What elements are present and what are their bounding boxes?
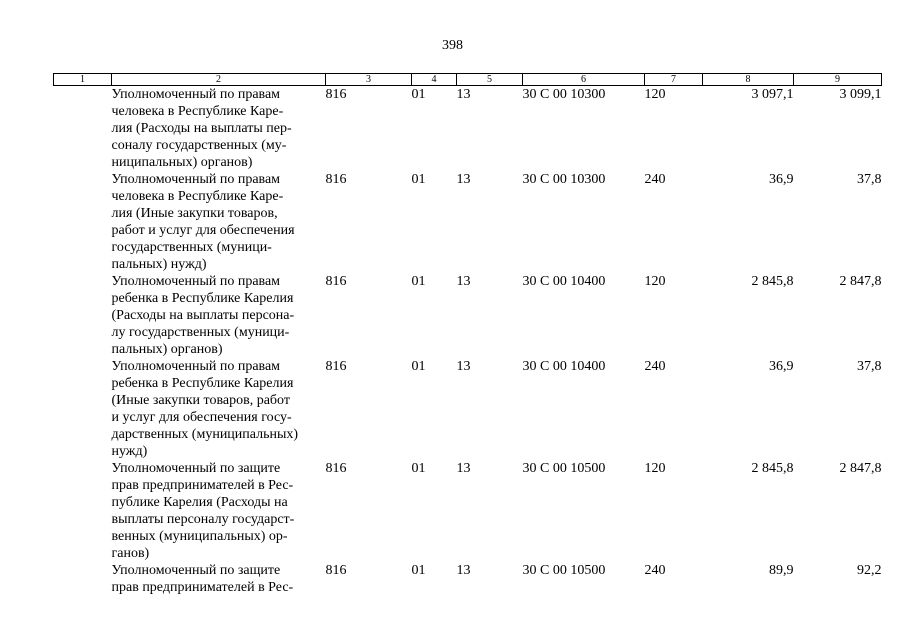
cell-target-article: 30 С 00 10500	[522, 563, 606, 578]
name-line: (Расходы на выплаты персона-	[111, 308, 295, 323]
table-row	[54, 358, 882, 460]
cell-target-article: 30 С 00 10300	[522, 172, 606, 187]
cell-subsection: 13	[456, 359, 471, 374]
cell-amount-year2: 92,2	[857, 563, 882, 578]
column-header: 3	[326, 74, 412, 86]
name-line: и услуг для обеспечения госу-	[111, 410, 292, 425]
cell-section: 01	[411, 87, 426, 102]
name-line: ниципальных) органов)	[111, 155, 253, 170]
name-line: ребенка в Республике Карелия	[111, 291, 294, 306]
name-line: лия (Иные закупки товаров,	[111, 206, 278, 221]
cell-amount-year1: 36,9	[769, 172, 794, 187]
cell-subsection: 13	[456, 87, 471, 102]
name-line: публике Карелия (Расходы на	[111, 495, 288, 510]
name-line: Уполномоченный по правам	[111, 172, 281, 187]
cell-amount-year2: 37,8	[857, 359, 882, 374]
cell-subsection: 13	[456, 274, 471, 289]
table-row	[54, 562, 882, 596]
name-line: (Иные закупки товаров, работ	[111, 393, 290, 408]
column-header: 7	[645, 74, 703, 86]
table-row	[54, 460, 882, 562]
name-line: пальных) нужд)	[111, 257, 207, 272]
name-line: Уполномоченный по правам	[111, 274, 281, 289]
cell-expense-type: 240	[644, 172, 666, 187]
column-number-header	[54, 74, 882, 86]
cell-section: 01	[411, 563, 426, 578]
cell-ministry-code: 816	[325, 359, 347, 374]
name-line: работ и услуг для обеспечения	[111, 223, 295, 238]
cell-expense-type: 120	[644, 274, 666, 289]
name-line: ребенка в Республике Карелия	[111, 376, 294, 391]
cell-ministry-code: 816	[325, 563, 347, 578]
cell-amount-year1: 2 845,8	[751, 461, 794, 476]
column-header: 6	[523, 74, 645, 86]
cell-target-article: 30 С 00 10400	[522, 359, 606, 374]
cell-ministry-code: 816	[325, 274, 347, 289]
cell-amount-year1: 2 845,8	[751, 274, 794, 289]
cell-name	[112, 86, 326, 172]
name-line: Уполномоченный по защите	[111, 461, 281, 476]
page-number: 398	[442, 38, 463, 53]
column-header: 2	[112, 74, 326, 86]
budget-table	[53, 73, 882, 596]
cell-subsection: 13	[456, 461, 471, 476]
cell-section: 01	[411, 359, 426, 374]
name-line: человека в Республике Каре-	[111, 189, 284, 204]
cell-amount-year2: 3 099,1	[839, 87, 882, 102]
column-header: 1	[54, 74, 112, 86]
cell-target-article: 30 С 00 10400	[522, 274, 606, 289]
table-body	[54, 86, 882, 597]
cell-amount-year1: 36,9	[769, 359, 794, 374]
cell-col1	[54, 358, 112, 460]
table-row	[54, 86, 882, 172]
cell-amount-year1: 3 097,1	[751, 87, 794, 102]
name-line: нужд)	[111, 444, 148, 459]
cell-expense-type: 120	[644, 461, 666, 476]
column-header: 4	[412, 74, 457, 86]
cell-amount-year2: 2 847,8	[839, 461, 882, 476]
cell-subsection: 13	[456, 172, 471, 187]
column-header: 8	[703, 74, 794, 86]
cell-section: 01	[411, 274, 426, 289]
name-line: выплаты персоналу государст-	[111, 512, 295, 527]
name-line: лу государственных (муници-	[111, 325, 290, 340]
cell-ministry-code: 816	[325, 172, 347, 187]
cell-amount-year1: 89,9	[769, 563, 794, 578]
cell-target-article: 30 С 00 10300	[522, 87, 606, 102]
name-line: лия (Расходы на выплаты пер-	[111, 121, 292, 136]
name-line: соналу государственных (му-	[111, 138, 287, 153]
name-line: Уполномоченный по правам	[111, 359, 281, 374]
cell-amount-year2: 37,8	[857, 172, 882, 187]
cell-name	[112, 358, 326, 460]
column-header: 5	[457, 74, 523, 86]
cell-ministry-code: 816	[325, 461, 347, 476]
cell-col1	[54, 86, 112, 172]
name-line: прав предпринимателей в Рес-	[111, 478, 294, 493]
name-line: венных (муниципальных) ор-	[111, 529, 288, 544]
cell-name	[112, 273, 326, 358]
table-row	[54, 273, 882, 358]
cell-amount-year2: 2 847,8	[839, 274, 882, 289]
name-line: человека в Республике Каре-	[111, 104, 284, 119]
name-line: прав предпринимателей в Рес-	[111, 580, 294, 595]
cell-ministry-code: 816	[325, 87, 347, 102]
cell-col1	[54, 562, 112, 596]
cell-name	[112, 562, 326, 596]
cell-col1	[54, 460, 112, 562]
cell-section: 01	[411, 172, 426, 187]
cell-name	[112, 171, 326, 273]
cell-subsection: 13	[456, 563, 471, 578]
cell-expense-type: 240	[644, 563, 666, 578]
table-row	[54, 171, 882, 273]
cell-expense-type: 240	[644, 359, 666, 374]
cell-col1	[54, 171, 112, 273]
cell-expense-type: 120	[644, 87, 666, 102]
name-line: пальных) органов)	[111, 342, 223, 357]
name-line: государственных (муници-	[111, 240, 272, 255]
column-header: 9	[794, 74, 882, 86]
cell-target-article: 30 С 00 10500	[522, 461, 606, 476]
cell-section: 01	[411, 461, 426, 476]
name-line: дарственных (муниципальных)	[111, 427, 299, 442]
name-line: Уполномоченный по защите	[111, 563, 281, 578]
name-line: Уполномоченный по правам	[111, 87, 281, 102]
cell-col1	[54, 273, 112, 358]
name-line: ганов)	[111, 546, 150, 561]
cell-name	[112, 460, 326, 562]
